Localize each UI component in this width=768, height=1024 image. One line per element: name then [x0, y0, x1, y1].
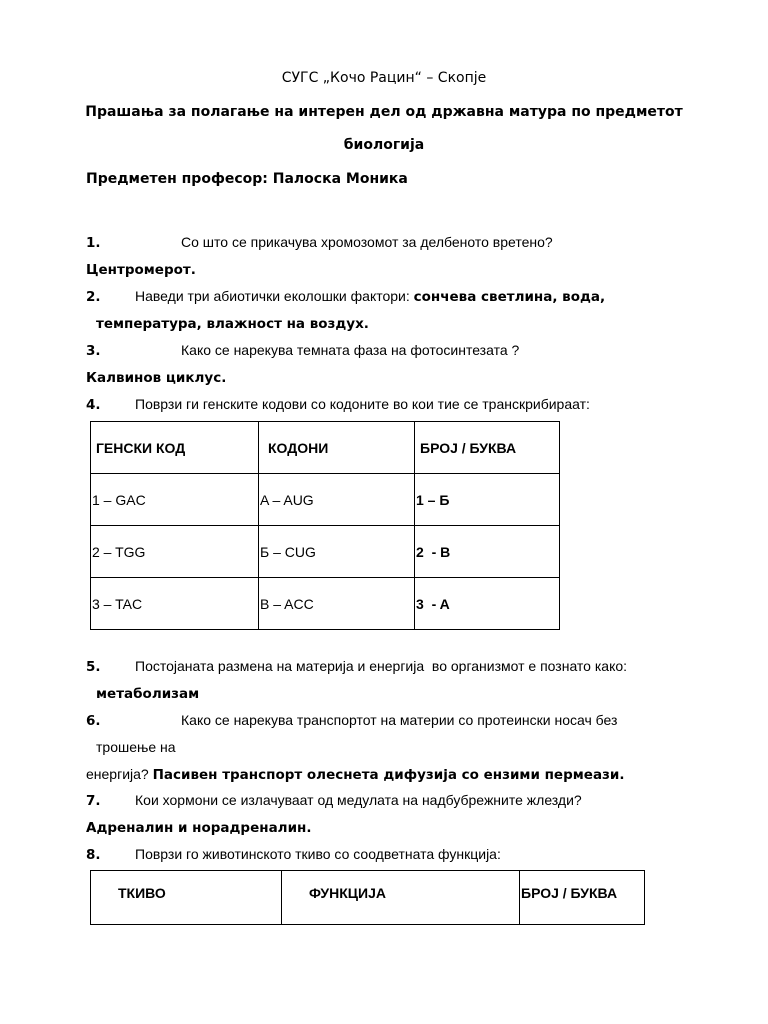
table-cell: A – AUG [259, 474, 415, 526]
table-cell: Б – CUG [259, 526, 415, 578]
table-row [91, 474, 560, 526]
tissue-function-table [90, 870, 645, 925]
table-header-row [91, 871, 645, 925]
answer-text: Калвинов циклус. [86, 370, 227, 386]
question-text [135, 288, 605, 305]
table-cell: 2 - В [415, 526, 560, 578]
answer-text: метаболизам [96, 686, 200, 702]
table-header-row [91, 422, 560, 474]
document-title-line1: Прашања за полагање на интерен дел од државна матура по предметот [85, 104, 683, 120]
question-number: 3. [86, 343, 101, 359]
question-text: Со што се прикачува хромозомот за делбеното вретено? [181, 234, 553, 250]
question-number: 7. [86, 793, 101, 809]
table-header-cell: БРОЈ / БУКВА [415, 422, 560, 474]
table-cell: 3 – TAC [91, 578, 259, 630]
table-header-cell: КОДОНИ [259, 422, 415, 474]
question-number: 4. [86, 397, 101, 413]
question-text: Постојаната размена на материја и енергија во организмот е познато како: [135, 658, 628, 674]
table-header-cell: ФУНКЦИЈА [282, 871, 520, 925]
genetic-code-table [90, 421, 560, 630]
table-row [91, 526, 560, 578]
table-header-cell: ГЕНСКИ КОД [91, 422, 259, 474]
table-cell: 2 – TGG [91, 526, 259, 578]
professor-name: Предметен професор: Палоска Моника [86, 171, 408, 187]
question-text: Поврзи го животинското ткиво со соодветната функција: [135, 846, 501, 862]
question-text-continued [86, 766, 624, 783]
answer-text: Центромерот. [86, 262, 196, 278]
question-text-part: енергија? [86, 766, 153, 782]
question-text: Како се нарекува темната фаза на фотосинтезата ? [181, 342, 520, 358]
table-cell: 3 - A [415, 578, 560, 630]
table-header-cell: БРОЈ / БУКВА [520, 871, 645, 925]
table-cell: B – ACC [259, 578, 415, 630]
table-cell: 1 – GAC [91, 474, 259, 526]
question-text-continued: трошење на [96, 739, 176, 755]
document-title-line2: биологија [343, 137, 425, 153]
question-text: Кои хормони се излачуваат од медулата на надбубрежните жлезди? [135, 792, 582, 808]
table-row [91, 578, 560, 630]
answer-text: температура, влажност на воздух. [96, 316, 369, 332]
question-text: Поврзи ги генските кодови со кодоните во кои тие се транскрибираат: [135, 396, 590, 412]
question-number: 2. [86, 289, 101, 305]
question-number: 5. [86, 659, 101, 675]
table-header-cell: ТКИВО [91, 871, 282, 925]
answer-text: Адреналин и норадреналин. [86, 820, 312, 836]
answer-inline: Пасивен транспорт олеснета дифузија со ензими пермеази. [152, 767, 625, 783]
table-cell: 1 – Б [415, 474, 560, 526]
question-number: 8. [86, 847, 101, 863]
school-name: СУГС „Кочо Рацин“ – Скопје [281, 70, 487, 86]
question-number: 1. [86, 235, 101, 251]
answer-inline: сончева светлина, вода, [413, 289, 606, 305]
question-text: Како се нарекува транспортот на материи со протеински носач без [181, 712, 618, 728]
question-text-part: Наведи три абиотички еколошки фактори: [135, 288, 414, 304]
question-number: 6. [86, 713, 101, 729]
